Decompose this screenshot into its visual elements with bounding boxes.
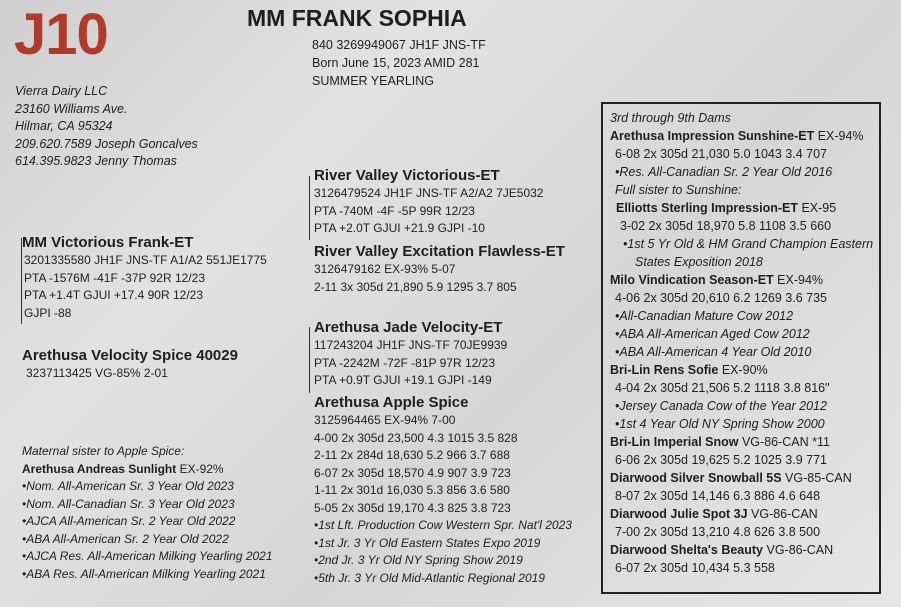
maternal-sister-honor: •Nom. All-Canadian Sr. 3 Year Old 2023	[22, 496, 235, 511]
dam-entry-name: Bri-Lin Rens Sofie	[610, 363, 719, 377]
dam-entry-honor: •1st 5 Yr Old & HM Grand Champion Eastern	[623, 237, 874, 251]
dam-sire-name: Arethusa Jade Velocity-ET	[314, 319, 503, 336]
maternal-sister-block	[22, 443, 273, 583]
dam-entry-honor: •Res. All-Canadian Sr. 2 Year Old 2016	[615, 165, 833, 179]
dam-entry-title	[610, 469, 875, 487]
consignor-phone-1: 209.620.7589 Joseph Goncalves	[15, 136, 198, 151]
dam-entry-name: Diarwood Silver Snowball 5S	[610, 471, 782, 485]
dam-entry-record: 7-00 2x 305d 13,210 4.8 626 3.8 500	[615, 525, 821, 539]
dam-entry-score: EX-94%	[814, 129, 864, 143]
sire-block	[22, 234, 267, 322]
dam-entry-name: Bri-Lin Imperial Snow	[610, 435, 739, 449]
animal-born: Born June 15, 2023 AMID 281	[312, 56, 480, 70]
dam-dam-record: 4-00 2x 305d 23,500 4.3 1015 3.5 828	[314, 430, 518, 445]
dam-entry-honor: •All-Canadian Mature Cow 2012	[615, 309, 794, 323]
sire-sire-bracket	[309, 176, 312, 240]
sire-dam-line: 2-11 3x 305d 21,890 5.9 1295 3.7 805	[314, 279, 517, 294]
dam-entry-note: Full sister to Sunshine:	[615, 183, 742, 197]
dam-dam-name: Arethusa Apple Spice	[314, 394, 469, 411]
maternal-sister-honor: •AJCA All-American Sr. 2 Year Old 2022	[22, 514, 236, 528]
dam-entry-name: Diarwood Julie Spot 3J	[610, 507, 748, 521]
sire-dam-name: River Valley Excitation Flawless-ET	[314, 243, 565, 260]
dam-dam-block	[314, 394, 572, 587]
sire-dam-line: 3126479162 EX-93% 5-07	[314, 262, 456, 276]
dam-line: 3237113425 VG-85% 2-01	[26, 366, 168, 380]
dam-entry-title	[610, 505, 875, 523]
sire-line: 3201335580 JH1F JNS-TF A1/A2 551JE1775	[24, 253, 267, 267]
dam-dam-honor: •5th Jr. 3 Yr Old Mid-Atlantic Regional 2019	[314, 570, 545, 585]
animal-name: MM FRANK SOPHIA	[247, 5, 467, 31]
dam-block	[22, 347, 238, 383]
consignor-name: Vierra Dairy LLC	[15, 84, 108, 98]
dam-sire-block	[314, 319, 507, 390]
maternal-sister-honor: •Nom. All-American Sr. 3 Year Old 2023	[22, 479, 234, 493]
dam-entry-title	[610, 361, 875, 379]
dam-entry-record: 6-06 2x 305d 19,625 5.2 1025 3.9 771	[615, 453, 827, 467]
dam-entry-title	[610, 127, 875, 145]
dam-entry-record: 6-08 2x 305d 21,030 5.0 1043 3.4 707	[615, 147, 827, 161]
dam-entry-score: VG-85-CAN	[781, 471, 852, 485]
dam-entry-score: VG-86-CAN	[763, 543, 834, 557]
dams-box-content	[610, 109, 875, 577]
maternal-sister-honor: •AJCA Res. All-American Milking Yearling 2021	[22, 549, 273, 563]
dam-entry-title	[610, 541, 875, 559]
dam-entry-honor: •ABA All-American Aged Cow 2012	[615, 327, 810, 341]
dam-entry-title	[610, 271, 875, 289]
dam-entry-name: Milo Vindication Season-ET	[610, 273, 774, 287]
dam-entry-title	[610, 199, 875, 217]
dam-entry-honor: States Exposition 2018	[635, 255, 763, 269]
dams-box	[601, 102, 881, 594]
dam-dam-honor: •1st Lft. Production Cow Western Spr. Nat'l 2023	[314, 518, 572, 532]
dam-entry-record: 4-06 2x 305d 20,610 6.2 1269 3.6 735	[615, 291, 827, 305]
sire-line: GJPI -88	[24, 305, 72, 320]
dam-name: Arethusa Velocity Spice 40029	[22, 347, 238, 364]
dam-entry-score: EX-90%	[718, 363, 768, 377]
dam-entry-score: EX-95	[797, 201, 837, 215]
dam-entry-record: 3-02 2x 305d 18,970 5.8 1108 3.5 660	[620, 219, 832, 233]
dam-entry-honor: •1st 4 Year Old NY Spring Show 2000	[615, 417, 825, 431]
dam-sire-line: PTA +0.9T GJUI +19.1 GJPI -149	[314, 373, 492, 387]
consignor-city: Hilmar, CA 95324	[15, 119, 113, 133]
dam-entry-score: VG-86-CAN *11	[738, 435, 830, 449]
dam-dam-honor: •2nd Jr. 3 Yr Old NY Spring Show 2019	[314, 553, 523, 567]
animal-class: SUMMER YEARLING	[312, 74, 435, 88]
dam-entry-name: Arethusa Impression Sunshine-ET	[610, 129, 815, 143]
dam-dam-record: 2-11 2x 284d 18,630 5.2 966 3.7 688	[314, 448, 510, 462]
dam-entry-record: 6-07 2x 305d 10,434 5.3 558	[615, 561, 775, 575]
lot-number: J10	[14, 2, 108, 67]
consignor-phone-2: 614.395.9823 Jenny Thomas	[15, 154, 177, 168]
maternal-sister-heading: Maternal sister to Apple Spice:	[22, 444, 185, 458]
dam-dam-record: 1-11 2x 301d 16,030 5.3 856 3.6 580	[314, 483, 510, 497]
consignor-address: 23160 Williams Ave.	[15, 101, 128, 116]
dam-entry-record: 4-04 2x 305d 21,506 5.2 1118 3.8 816"	[615, 381, 830, 395]
dam-entry-title	[610, 433, 875, 451]
dam-dam-record: 6-07 2x 305d 18,570 4.9 907 3.9 723	[314, 465, 511, 480]
dam-sire-line: 117243204 JH1F JNS-TF 70JE9939	[314, 338, 508, 352]
dam-entry-name: Diarwood Shelta's Beauty	[610, 543, 764, 557]
dam-dam-line: 3125964465 EX-94% 7-00	[314, 413, 456, 427]
dam-entry-score: EX-94%	[773, 273, 824, 287]
sire-sire-line: PTA +2.0T GJUI +21.9 GJPI -10	[314, 221, 485, 235]
dam-entry-honor: •ABA All-American 4 Year Old 2010	[615, 345, 812, 359]
maternal-sister-honor: •ABA Res. All-American Milking Yearling 2021	[22, 566, 266, 581]
dam-entry-name: Elliotts Sterling Impression-ET	[616, 201, 798, 215]
sire-line: PTA +1.4T GJUI +17.4 90R 12/23	[24, 288, 203, 302]
animal-id: 840 3269949067 JH1F JNS-TF	[312, 38, 486, 52]
dams-box-heading: 3rd through 9th Dams	[610, 111, 731, 125]
dam-entry-record: 8-07 2x 305d 14,146 6.3 886 4.6 648	[615, 489, 821, 503]
maternal-sister-title	[22, 461, 273, 479]
dam-sire-bracket	[309, 327, 312, 393]
maternal-sister-score: EX-92%	[176, 461, 224, 476]
sire-sire-name: River Valley Victorious-ET	[314, 167, 500, 184]
dam-sire-line: PTA -2242M -72F -81P 97R 12/23	[314, 355, 495, 370]
dam-dam-honor: •1st Jr. 3 Yr Old Eastern States Expo 2019	[314, 535, 541, 550]
consignor-block	[15, 83, 198, 171]
sire-sire-line: PTA -740M -4F -5P 99R 12/23	[314, 203, 475, 218]
sire-dam-block	[314, 243, 565, 296]
dam-entry-honor: •Jersey Canada Cow of the Year 2012	[615, 399, 827, 413]
dam-dam-record: 5-05 2x 305d 19,170 4.3 825 3.8 723	[314, 500, 511, 515]
sire-sire-line: 3126479524 JH1F JNS-TF A2/A2 7JE5032	[314, 186, 544, 200]
sire-name: MM Victorious Frank-ET	[22, 234, 194, 251]
sire-sire-block	[314, 167, 543, 238]
maternal-sister-honor: •ABA All-American Sr. 2 Year Old 2022	[22, 531, 229, 546]
sire-line: PTA -1576M -41F -37P 92R 12/23	[24, 270, 205, 285]
maternal-sister-name: Arethusa Andreas Sunlight	[22, 461, 177, 476]
dam-entry-score: VG-86-CAN	[747, 507, 818, 521]
